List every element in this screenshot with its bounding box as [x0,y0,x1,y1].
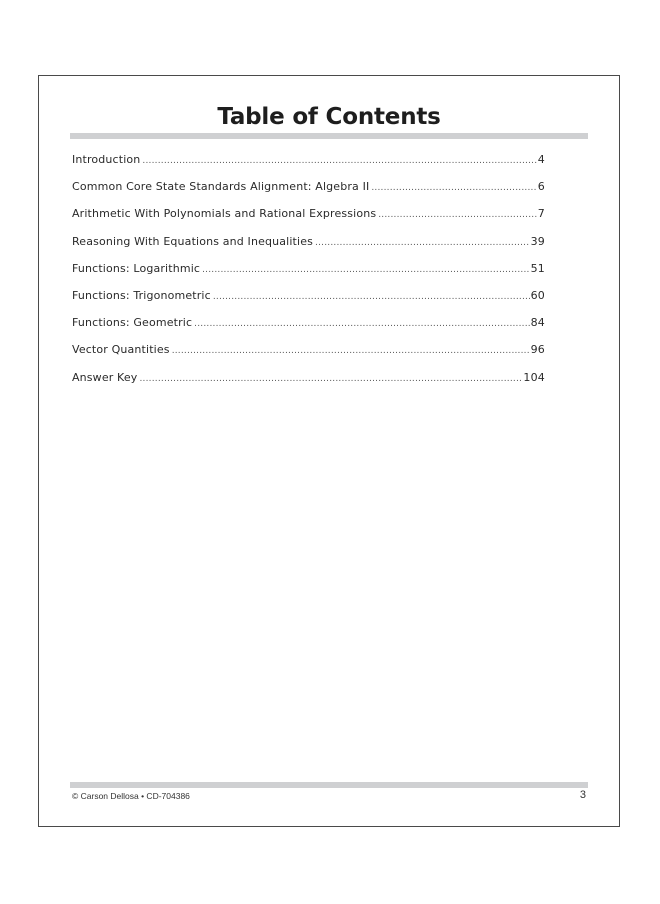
toc-entry-standards-alignment[interactable] [72,180,545,207]
toc-entry-trigonometric[interactable] [72,289,545,316]
dot-leader [139,374,522,384]
toc-entry-vector-quantities[interactable] [72,343,545,370]
toc-entry-label: Functions: Geometric [72,316,193,330]
toc-entry-label: Functions: Trigonometric [72,288,211,302]
toc-entry-logarithmic[interactable] [72,262,545,289]
table-of-contents [72,153,545,398]
dot-leader [142,156,536,166]
dot-leader [172,346,530,356]
toc-entry-label: Vector Quantities [72,343,170,357]
dot-leader [371,183,536,193]
toc-entry-page-number: 104 [523,370,545,384]
toc-entry-page-number: 39 [530,234,545,248]
toc-entry-label: Common Core State Standards Alignment: Algebra II [72,180,370,194]
toc-entry-label: Answer Key [72,370,138,384]
toc-entry-label: Functions: Logarithmic [72,261,201,275]
dot-leader [202,265,530,275]
toc-entry-page-number: 60 [530,288,545,302]
page-frame [38,75,620,827]
page-title: Table of Contents [217,104,441,130]
toc-entry-answer-key[interactable] [72,371,545,398]
toc-entry-page-number: 4 [537,153,545,166]
toc-entry-polynomials[interactable] [72,207,545,234]
toc-entry-introduction[interactable] [72,153,545,180]
dot-leader [194,319,529,329]
page-number: 3 [579,789,586,801]
dot-leader [213,292,530,302]
title-divider [70,133,588,139]
toc-entry-label: Introduction [72,153,141,166]
toc-entry-label: Reasoning With Equations and Inequalities [72,234,314,248]
toc-entry-label: Arithmetic With Polynomials and Rational Expressions [72,207,377,221]
dot-leader [315,238,530,248]
toc-entry-page-number: 7 [537,207,545,221]
toc-entry-equations-inequalities[interactable] [72,235,545,262]
footer-divider [70,782,588,788]
toc-entry-page-number: 84 [530,316,545,330]
toc-entry-page-number: 6 [537,180,545,194]
dot-leader [378,210,537,220]
toc-entry-geometric[interactable] [72,316,545,343]
toc-entry-page-number: 51 [530,261,545,275]
toc-entry-page-number: 96 [530,343,545,357]
publisher-footer: © Carson Dellosa • CD-704386 [72,791,190,801]
